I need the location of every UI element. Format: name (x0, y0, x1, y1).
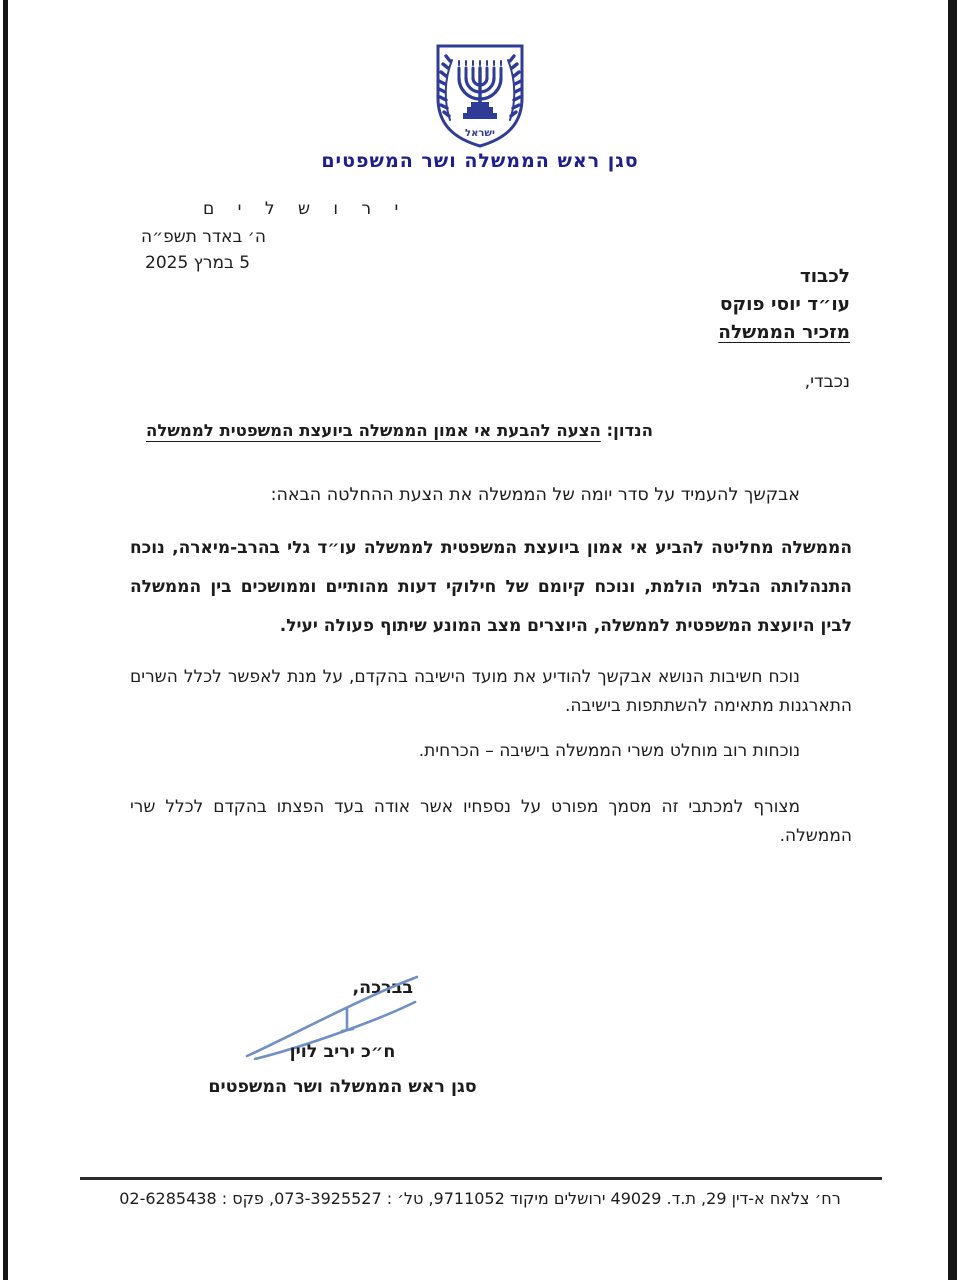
paragraph-decision: הממשלה מחליטה להביע אי אמון ביועצת המשפטית לממשלה עו״ד גלי בהרב-מיארה, נוכח התנהלותה הבלתי הולמת, ונוכח קיומם של חילוקי דעות מהותיים וממושכים בין הממשלה לבין היועצת המשפטית לממשלה, היוצרים מצב המונע שיתוף פעולה יעיל. (130, 538, 852, 636)
signer-name: ח״כ יריב לוין (289, 1042, 396, 1062)
left-edge-bar (3, 0, 8, 1280)
addressee-role: מזכיר הממשלה (718, 322, 850, 343)
footer-divider (80, 1177, 882, 1180)
israel-state-emblem-icon (424, 40, 536, 152)
paragraph-importance: נוכח חשיבות הנושא אבקשך להודיע את מועד הישיבה בהקדם, על מנת לאפשר לכלל השרים התארגנות מתאימה להשתתפות בישיבה. (130, 667, 852, 716)
paragraph-attendance: נוכחות רוב מוחלט משרי הממשלה בישיבה – הכרחית. (418, 741, 800, 761)
paragraph-intro: אבקשך להעמיד על סדר יומה של הממשלה את הצעת ההחלטה הבאה: (270, 485, 800, 505)
subject-text: הצעה להבעת אי אמון הממשלה ביועצת המשפטית לממשלה (146, 421, 601, 440)
footer-contact: רח׳ צלאח א-דין 29, ת.ד. 49029 ירושלים מיקוד 9711052, טל׳ : 073-3925527, פקס : 02-6285438 (119, 1189, 841, 1208)
subject-label: הנדון: (600, 421, 653, 440)
subject-line (146, 421, 653, 440)
addressee-salutation: לכבוד (799, 266, 850, 287)
date-hebrew: ה׳ באדר תשפ״ה (141, 227, 266, 247)
emblem-label: ישראל (465, 128, 495, 139)
addressee-block (718, 263, 850, 347)
letterhead-office-title: סגן ראש הממשלה ושר המשפטים (321, 150, 639, 172)
signer-block (185, 1035, 500, 1105)
date-gregorian: 5 במרץ 2025 (145, 253, 251, 273)
right-edge-bar (948, 0, 957, 1280)
greeting: נכבדי, (804, 372, 850, 392)
paragraph-attachment: מצורף למכתבי זה מסמך מפורט על נספחיו אשר אודה בעד הפצתו בהקדם לכלל שרי הממשלה. (130, 797, 852, 846)
signature-closing: בברכה, (352, 978, 413, 998)
addressee-name: עו״ד יוסי פוקס (719, 294, 850, 315)
date-city: י ר ו ש ל י ם (203, 199, 408, 219)
signer-title: סגן ראש הממשלה ושר המשפטים (208, 1077, 477, 1097)
